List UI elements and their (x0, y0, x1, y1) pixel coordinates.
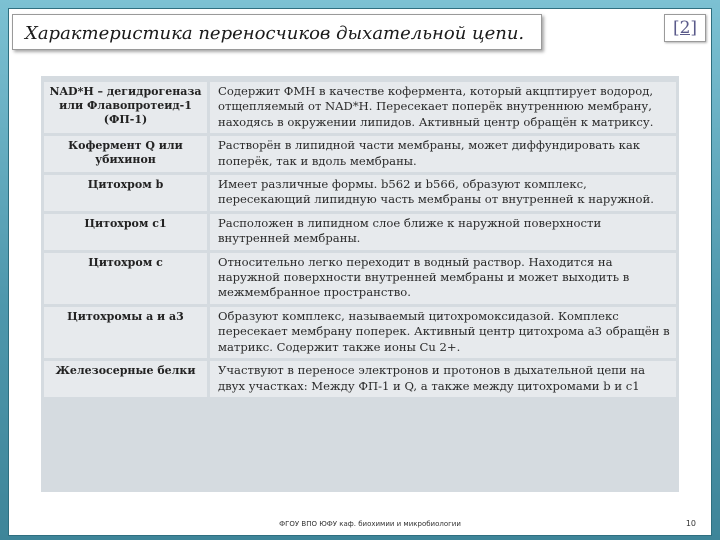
table-row (44, 214, 676, 250)
carrier-name: Кофермент Q или убихинон (44, 136, 210, 172)
carrier-description: Участвуют в переносе электронов и протонов в дыхательной цепи на двух участках: Между ФП-1 и Q, а также между цитохромами b и c1 (210, 361, 676, 397)
carrier-name: Железосерные белки (44, 361, 210, 397)
table-row (44, 307, 676, 358)
carrier-name: Цитохром b (44, 175, 210, 211)
table-row (44, 175, 676, 211)
carrier-name: NAD*H – дегидрогеназа или Флавопротеид-1 (ФП-1) (44, 82, 210, 133)
carrier-description: Содержит ФМН в качестве кофермента, который акцптирует водород, отщепляемый от NAD*H. Пересекает поперёк внутреннюю мембрану, находясь в окружении липидов. Активный центр обращён к матриксу. (210, 82, 676, 133)
page-number: 10 (685, 519, 696, 528)
carrier-name: Цитохром c1 (44, 214, 210, 250)
slide-footer: ФГОУ ВПО ЮФУ каф. биохимии и микробиологии (279, 520, 461, 528)
carrier-description: Относительно легко переходит в водный раствор. Находится на наружной поверхности внутренней мембраны и может выходить в межмембранное пространство. (210, 253, 676, 304)
carrier-name: Цитохромы a и a3 (44, 307, 210, 358)
slide-title: Характеристика переносчиков дыхательной цепи. (12, 14, 542, 50)
carriers-table-grid (44, 79, 676, 400)
table-row (44, 82, 676, 133)
carrier-name: Цитохром c (44, 253, 210, 304)
table-row (44, 253, 676, 304)
carrier-description: Расположен в липидном слое ближе к наружной поверхности внутренней мембраны. (210, 214, 676, 250)
carrier-description: Растворён в липидной части мембраны, может диффундировать как поперёк, так и вдоль мембраны. (210, 136, 676, 172)
reference-link[interactable]: [2] (664, 14, 706, 42)
table-row (44, 361, 676, 397)
carriers-table (41, 76, 679, 492)
carrier-description: Образуют комплекс, называемый цитохромоксидазой. Комплекс пересекает мембрану поперек. Активный центр цитохрома a3 обращён в матрикс. Содержит также ионы Cu 2+. (210, 307, 676, 358)
table-row (44, 136, 676, 172)
carrier-description: Имеет различные формы. b562 и b566, образуют комплекс, пересекающий липидную часть мембраны от внутренней к наружной. (210, 175, 676, 211)
